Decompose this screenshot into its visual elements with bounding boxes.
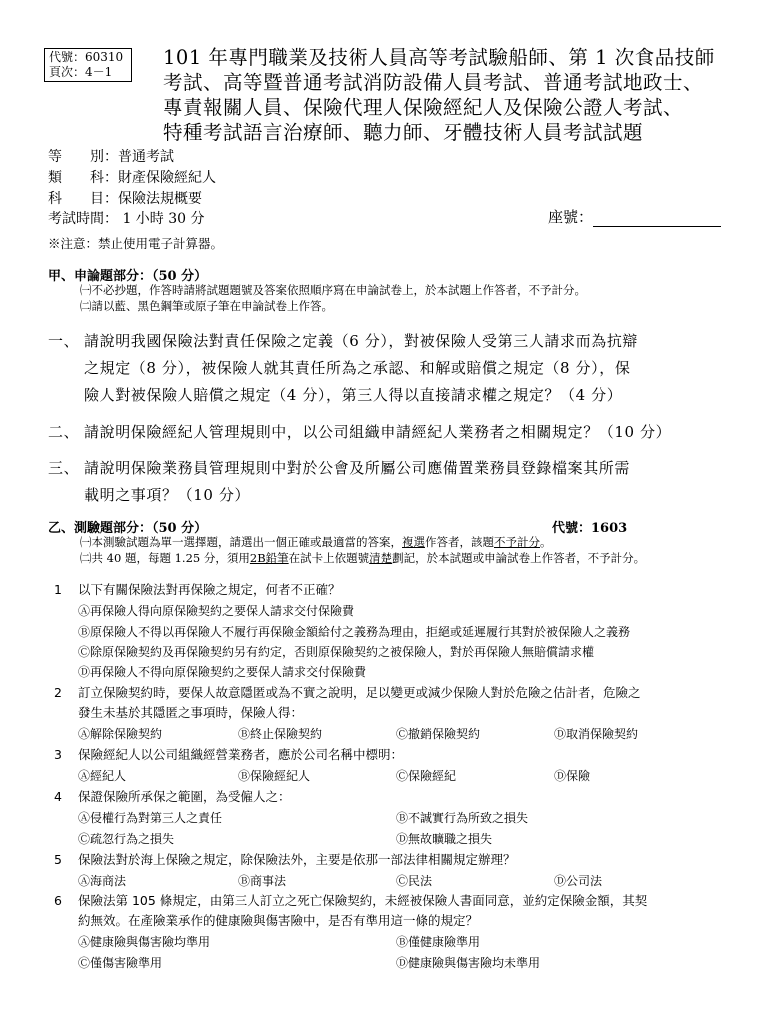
page-line: 頁次：4－1 (49, 65, 113, 79)
calculator-note: ※注意：禁止使用電子計算器。 (48, 236, 224, 251)
title-line: 專責報關人員、保險代理人保險經紀人及保險公證人考試、 (163, 96, 684, 119)
question-text: 保險經紀人以公司組織經營業務者，應於公司名稱中標明： (78, 747, 404, 762)
option-b: Ⓑ保險經紀人 (238, 769, 311, 783)
option-b: Ⓑ不誠實行為所致之損失 (396, 811, 529, 825)
question-text: 請說明我國保險法對責任保險之定義（6 分），對被保險人受第三人請求而為抗辯 (84, 332, 639, 350)
option-b: Ⓑ商事法 (238, 874, 287, 888)
code-line: 代號：60310 (49, 50, 124, 64)
question-text: 發生未基於其隱匿之事項時，保險人得： (78, 705, 304, 720)
seat-number (548, 206, 721, 227)
seat-blank[interactable] (593, 211, 721, 227)
section-b-instruction: ㈠本測驗試題為單一選擇題，請選出一個正確或最適當的答案，複選作答者，該題不予計分。 (80, 535, 552, 549)
essay-question-3 (48, 455, 738, 509)
essay-question-2 (48, 419, 738, 446)
question-number: 6 (54, 893, 62, 908)
option-a: Ⓐ解除保險契約 (78, 727, 163, 741)
question-text: 保證保險所承保之範圍，為受僱人之： (78, 789, 291, 804)
option-c: Ⓒ除原保險契約及再保險契約另有約定，否則原保險契約之被保險人，對於再保險人無賠償請求權 (78, 645, 595, 659)
question-number: 一、 (48, 332, 80, 350)
question-text: 請說明保險業務員管理規則中對於公會及所屬公司應備置業務員登錄檔案其所需 (84, 459, 631, 477)
question-number: 1 (54, 582, 62, 597)
section-a-heading: 甲、申論題部分：（50 分） (48, 269, 208, 284)
option-c: Ⓒ保險經紀 (396, 769, 457, 783)
question-number: 4 (54, 789, 62, 804)
option-a: Ⓐ健康險與傷害險均準用 (78, 935, 211, 949)
option-d: Ⓓ健康險與傷害險均未準用 (396, 956, 541, 970)
option-b: Ⓑ原保險人不得以再保險人不履行再保險金額給付之義務為理由，拒絕或延遲履行其對於被保險人之義務 (78, 625, 631, 639)
title-line: 考試、高等暨普通考試消防設備人員考試、普通考試地政士、 (163, 71, 704, 94)
grade-line: 等 別：普通考試 (48, 149, 174, 165)
seat-label: 座號： (548, 208, 594, 226)
option-a: Ⓐ侵權行為對第三人之責任 (78, 811, 223, 825)
title-line: 特種考試語言治療師、聽力師、牙體技術人員考試試題 (163, 121, 644, 144)
mc-question-1 (48, 580, 738, 600)
question-number: 二、 (48, 423, 80, 441)
mc-question-4 (48, 787, 738, 807)
option-a: Ⓐ經紀人 (78, 769, 127, 783)
option-d: Ⓓ保險 (554, 769, 591, 783)
mc-question-2 (48, 683, 738, 723)
essay-question-1 (48, 328, 738, 409)
question-text: 保險法第 105 條規定，由第三人訂立之死亡保險契約，未經被保險人書面同意，並約定保險金額，其契 (78, 893, 648, 908)
question-text: 訂立保險契約時，要保人故意隱匿或為不實之說明，足以變更或減少保險人對於危險之估計者，危險之 (78, 685, 641, 700)
option-c: Ⓒ撤銷保險契約 (396, 727, 481, 741)
question-number: 2 (54, 685, 62, 700)
question-text: 約無效。在產險業承作的健康險與傷害險中，是否有準用這一條的規定？ (78, 913, 479, 928)
section-a-instruction: ㈡請以藍、黑色鋼筆或原子筆在申論試卷上作答。 (80, 299, 333, 313)
option-d: Ⓓ取消保險契約 (554, 727, 639, 741)
section-b-code: 代號：1603 (552, 521, 628, 536)
question-text: 以下有關保險法對再保險之規定，何者不正確？ (78, 582, 341, 597)
mc-question-5 (48, 850, 738, 870)
section-b-heading: 乙、測驗題部分：（50 分） (48, 521, 208, 536)
option-d: Ⓓ公司法 (554, 874, 603, 888)
section-a-instruction: ㈠不必抄題，作答時請將試題題號及答案依照順序寫在申論試卷上，於本試題上作答者，不予計分。 (80, 283, 586, 297)
exam-code-box (44, 48, 132, 82)
option-c: Ⓒ民法 (396, 874, 433, 888)
question-text: 之規定（8 分），被保險人就其責任所為之承認、和解或賠償之規定（8 分），保 (84, 359, 631, 377)
option-d: Ⓓ再保險人不得向原保險契約之要保人請求交付保險費 (78, 665, 367, 679)
title-line: 101 年專門職業及技術人員高等考試驗船師、第 1 次食品技師 (163, 46, 715, 69)
mc-question-3 (48, 745, 738, 765)
category-line: 類 科：財產保險經紀人 (48, 170, 216, 186)
question-text: 險人對被保險人賠償之規定（4 分），第三人得以直接請求權之規定？（4 分） (84, 386, 623, 404)
option-a: Ⓐ再保險人得向原保險契約之要保人請求交付保險費 (78, 604, 355, 618)
question-text: 請說明保險經紀人管理規則中，以公司組織申請經紀人業務者之相關規定？（10 分） (84, 423, 672, 441)
section-b-instruction: ㈡共 40 題，每題 1.25 分，須用2B鉛筆在試卡上依題號清楚劃記，於本試題或申論試卷上作答者，不予計分。 (80, 551, 646, 565)
question-text: 載明之事項？（10 分） (84, 486, 251, 504)
question-number: 三、 (48, 459, 80, 477)
option-c: Ⓒ僅傷害險準用 (78, 956, 163, 970)
subject-line: 科 目：保險法規概要 (48, 191, 202, 207)
time-line: 考試時間： 1 小時 30 分 (48, 211, 205, 227)
question-number: 3 (54, 747, 62, 762)
exam-title (163, 45, 733, 145)
question-number: 5 (54, 852, 62, 867)
mc-question-6 (48, 891, 738, 931)
option-d: Ⓓ無故曠職之損失 (396, 832, 493, 846)
option-b: Ⓑ僅健康險準用 (396, 935, 481, 949)
option-a: Ⓐ海商法 (78, 874, 127, 888)
question-text: 保險法對於海上保險之規定，除保險法外，主要是依那一部法律相關規定辦理？ (78, 852, 516, 867)
option-c: Ⓒ疏忽行為之損失 (78, 832, 175, 846)
option-b: Ⓑ終止保險契約 (238, 727, 323, 741)
